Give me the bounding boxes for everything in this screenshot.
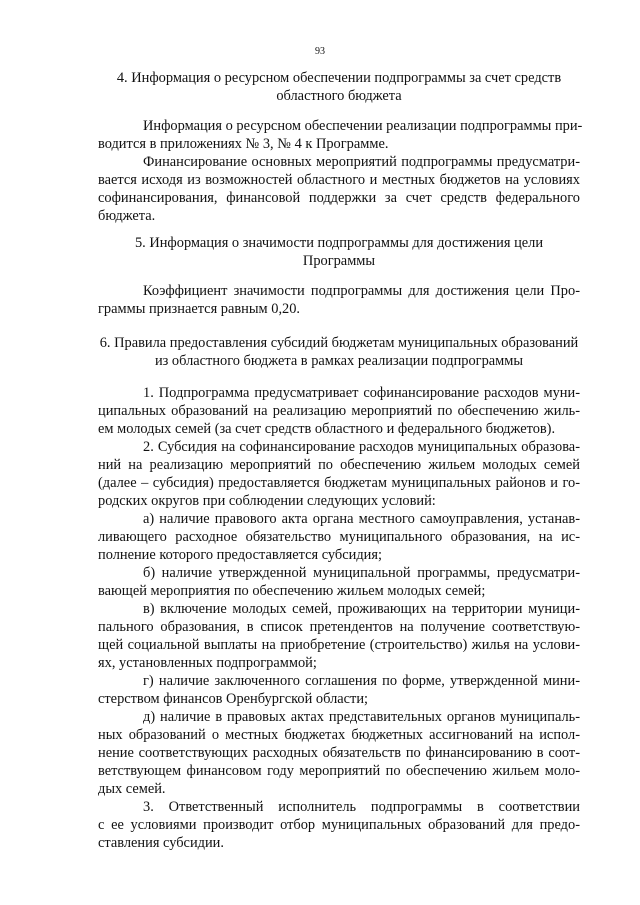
text-line: ставления субсидии. (98, 835, 224, 851)
text-line: дых семей. (98, 781, 166, 797)
text-line: водится в приложениях № 3, № 4 к Программе. (98, 136, 389, 152)
text-line: пального образования, в список претендентов на получение соответствую- (98, 619, 580, 635)
text-line: нение соответствующих расходных обязательств по финансированию в соот- (98, 745, 580, 761)
text-line: д) наличие в правовых актах представительных органов муниципаль- (143, 709, 580, 725)
text-line: в) включение молодых семей, проживающих на территории муници- (143, 601, 580, 617)
text-line: щей социальной выплаты на приобретение (строительство) жилья на услови- (98, 637, 580, 653)
text-line: Коэффициент значимости подпрограммы для достижения цели Про- (143, 283, 580, 299)
text-line: вающей мероприятия по обеспечению жильем молодых семей; (98, 583, 486, 599)
page-number: 93 (315, 46, 325, 57)
heading-line: областного бюджета (276, 88, 402, 104)
text-line: 2. Субсидия на софинансирование расходов муниципальных образова- (143, 439, 580, 455)
section-5-body (98, 282, 580, 318)
section-6-heading (98, 334, 580, 370)
text-line: Информация о ресурсном обеспечении реализации подпрограммы при- (143, 118, 583, 134)
text-line: вается исходя из возможностей областного и местных бюджетов на условиях (98, 172, 580, 188)
heading-line: 4. Информация о ресурсном обеспечении подпрограммы за счет средств (116, 70, 562, 86)
text-line: граммы признается равным 0,20. (98, 301, 301, 317)
text-line: ем молодых семей (за счет средств областного и федерального бюджетов). (98, 421, 556, 437)
text-line: Финансирование основных мероприятий подпрограммы предусматри- (143, 154, 580, 170)
text-line: ветствующем финансовом году мероприятий по обеспечению жильем моло- (98, 763, 580, 779)
text-line: ных образований о местных бюджетах бюджетных ассигнований на испол- (98, 727, 580, 743)
text-line: бюджета. (98, 208, 156, 224)
section-4-body (98, 117, 583, 225)
text-line: ях, установленных подпрограммой; (98, 655, 317, 671)
heading-line: из областного бюджета в рамках реализации подпрограммы (154, 353, 524, 369)
text-line: софинансирования, финансовой поддержки за счет средств федерального (98, 190, 580, 206)
text-line: ципальных образований на реализацию мероприятий по обеспечению жиль- (98, 403, 580, 419)
heading-line: 5. Информация о значимости подпрограммы для достижения цели (134, 235, 544, 251)
text-line: с ее условиями производит отбор муниципальных образований для предо- (98, 817, 580, 833)
heading-line: Программы (302, 253, 376, 269)
text-line: ний на реализацию мероприятий по обеспечению жильем молодых семей (98, 457, 580, 473)
text-line: а) наличие правового акта органа местного самоуправления, устанав- (143, 511, 580, 527)
section-5-heading (98, 234, 580, 270)
heading-line: 6. Правила предоставления субсидий бюджетам муниципальных образований (99, 335, 579, 351)
text-line: г) наличие заключенного соглашения по форме, утвержденной мини- (143, 673, 580, 689)
text-line: 1. Подпрограмма предусматривает софинансирование расходов муни- (143, 385, 580, 401)
section-4-heading (98, 69, 580, 105)
text-line: полнение которого предоставляется субсидия; (98, 547, 382, 563)
text-line: ливающего расходное обязательство муниципального образования, на ис- (98, 529, 580, 545)
section-6-body (98, 384, 580, 852)
text-line: 3. Ответственный исполнитель подпрограммы в соответствии (143, 799, 580, 815)
text-line: стерством финансов Оренбургской области; (98, 691, 369, 707)
text-line: родских округов при соблюдении следующих условий: (98, 493, 436, 509)
text-line: б) наличие утвержденной муниципальной программы, предусматри- (143, 565, 580, 581)
text-line: (далее – субсидия) предоставляется бюджетам муниципальных районов и го- (98, 475, 580, 491)
